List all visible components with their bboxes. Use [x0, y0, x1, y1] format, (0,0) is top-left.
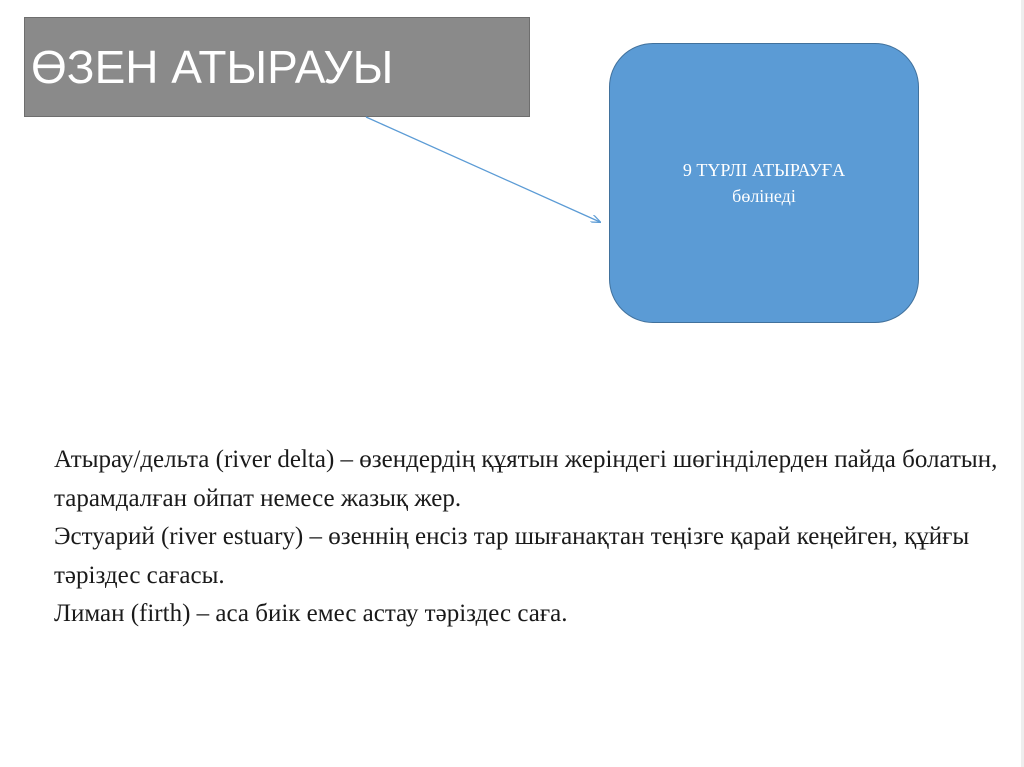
info-line-1: 9 ТҮРЛІ АТЫРАУҒА [682, 160, 846, 180]
definition-estuary: Эстуарий (river estuary) – өзеннің енсіз тар шығанақтан теңізге қарай кеңейген, құйғы тәріздес сағасы. [54, 523, 970, 589]
definition-firth: Лиман (firth) – аса биік емес астау тәріздес саға. [54, 600, 568, 627]
arrow-line [366, 117, 600, 222]
info-box [609, 43, 919, 323]
title-box [24, 17, 530, 117]
definitions-text [54, 441, 1004, 634]
slide-title: ӨЗЕН АТЫРАУЫ [31, 41, 394, 93]
definition-delta: Атырау/дельта (river delta) – өзендердің құятын жеріндегі шөгінділерден пайда болатын, тарамдалған ойпат немесе жазық жер. [54, 446, 998, 512]
info-box-text [610, 157, 918, 209]
info-line-2: бөлінеді [732, 186, 796, 206]
